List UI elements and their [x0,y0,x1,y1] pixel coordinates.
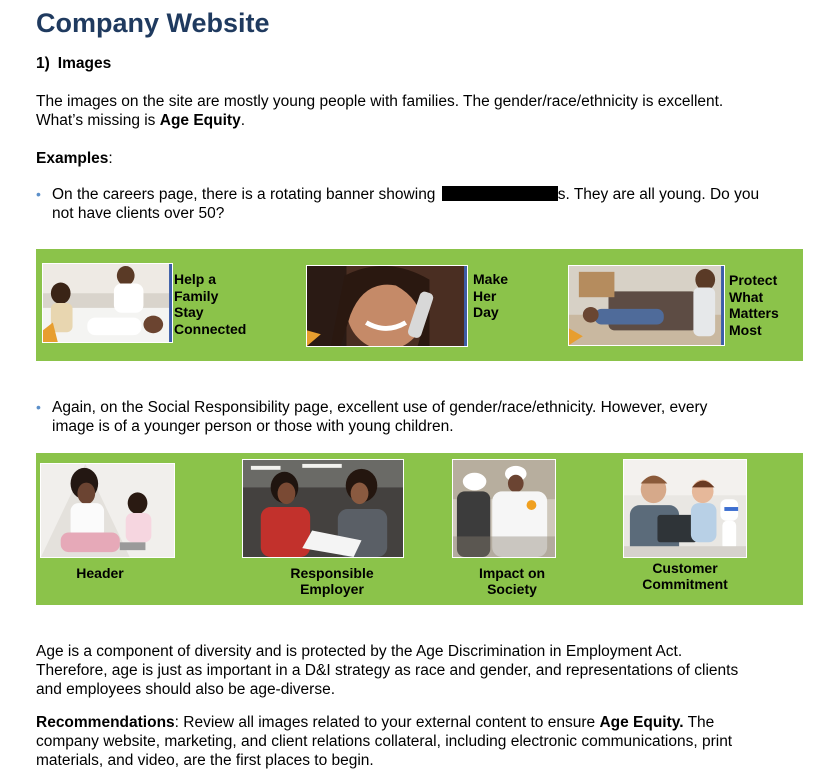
recommendations-paragraph: Recommendations: Review all images related to your external content to ensure Age Equity. The company website, marketing, and client relations collateral, including electronic communications, print materials, and video, are the first places to begin. [36,714,733,769]
age-paragraph: Age is a component of diversity and is protected by the Age Discrimination in Employment Act. Therefore, age is just as important in a D&I strategy as race and gender, and representations of clients and employees should also be age-diverse. [36,643,739,698]
caption-header: Header [76,565,124,581]
section-label: Images [57,55,112,72]
bullet-dot-icon: • [36,186,41,202]
women-workplace-photo [242,459,404,558]
age-equity-emphasis-2: Age Equity. [599,714,684,731]
caption-customer-commitment: Customer Commitment [642,560,728,592]
bullet-social-responsibility: • Again, on the Social Responsibility page, excellent use of gender/race/ethnicity. However, every image is of a younger person or those with young children. [36,399,708,435]
caption-protect-matters: Protect What Matters Most [729,272,779,338]
age-equity-emphasis: Age Equity [159,112,241,129]
caption-responsible-employer: Responsible Employer [290,565,374,597]
intro-line-1: The images on the site are mostly young people with families. The gender/race/ethnicity is excellent. [36,93,724,110]
caption-help-family: Help a Family Stay Connected [174,271,247,337]
bullet-careers-page: • On the careers page, there is a rotating banner showing s. They are all young. Do you not have clients over 50? [36,186,760,222]
intro-paragraph [36,92,806,130]
recommendations-label: Recommendations [36,714,175,731]
woman-phone-photo [306,265,468,347]
redaction-bar [442,186,558,201]
examples-label: Examples: [36,150,113,167]
intro-line-2: What’s missing is Age Equity. [36,112,246,129]
couple-couch-photo [568,265,725,346]
volunteers-photo [452,459,556,558]
bullet-dot-icon: • [36,399,41,415]
section-number: 1) [36,55,50,72]
mother-child-photo [40,463,175,558]
page-title: Company Website [36,8,270,38]
section-heading [36,55,111,73]
caption-make-her-day: Make Her Day [473,271,509,320]
caption-impact-society: Impact on Society [478,565,546,597]
family-photo [42,263,173,343]
father-son-robot-photo [623,459,747,558]
